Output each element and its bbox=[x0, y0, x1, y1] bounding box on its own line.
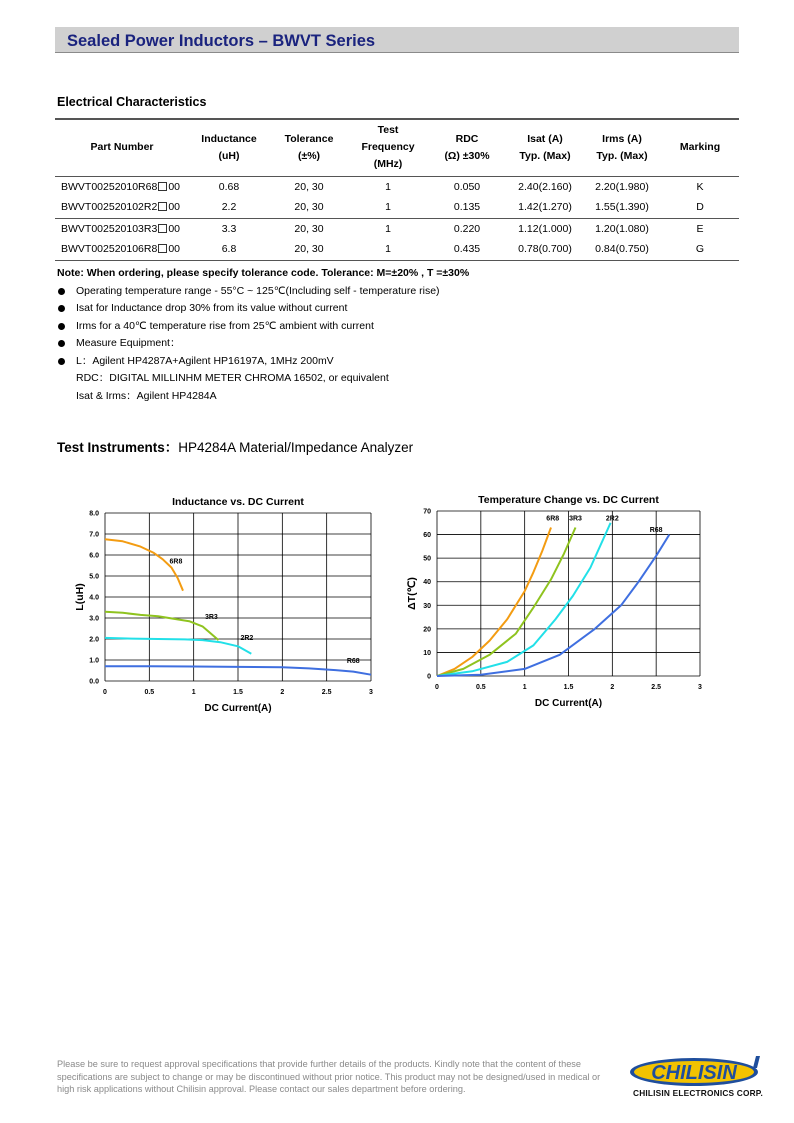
logo-caption: CHILISIN ELECTRONICS CORP. bbox=[633, 1088, 763, 1098]
x-tick-label: 0 bbox=[103, 689, 107, 696]
series-line-3r3 bbox=[105, 612, 219, 640]
note-bullet: Isat for Inductance drop 30% from its value without current bbox=[57, 300, 469, 318]
series-line-2r2 bbox=[437, 523, 611, 676]
ordering-note: Note: When ordering, please specify tolerance code. Tolerance: M=±20% , T =±30% bbox=[57, 267, 470, 279]
x-tick-label: 0.5 bbox=[144, 689, 155, 696]
part-number-text: BWVT002520103R3 bbox=[61, 222, 158, 235]
y-tick-label: 5.0 bbox=[89, 573, 99, 581]
frequency-cell: 1 bbox=[349, 218, 427, 239]
tolerance-cell: 20, 30 bbox=[294, 180, 324, 193]
tolerance-cell: 20, 30 bbox=[269, 218, 349, 239]
tolerance-code-box bbox=[158, 244, 167, 253]
y-tick-label: 8.0 bbox=[89, 510, 99, 518]
inductance-chart bbox=[62, 488, 392, 723]
header-isat: Isat (A) Typ. (Max) bbox=[507, 119, 583, 176]
y-tick-label: 10 bbox=[423, 649, 431, 657]
y-tick-label: 20 bbox=[423, 626, 431, 634]
isat-cell: 1.42(1.270) bbox=[518, 201, 572, 214]
note-line: Isat & Irms：Agilent HP4284A bbox=[76, 389, 217, 402]
header-marking: Marking bbox=[661, 119, 739, 176]
footer-disclaimer: Please be sure to request approval specifications that provide further details of the products. Kindly note that the content of these specifications are subject to change or may be discontinued without prior notice. This product may not be designed/used in medical or high risk applications without Chilisin approval. Please contact our sales department before ordering. bbox=[57, 1059, 601, 1094]
notes bbox=[57, 265, 469, 405]
part-number-text: BWVT002520106R8 bbox=[61, 243, 158, 256]
temperature-chart-svg bbox=[400, 486, 730, 721]
header-tolerance: Tolerance (±%) bbox=[269, 119, 349, 176]
frequency-cell: 1 bbox=[385, 243, 391, 256]
part-number-cell: BWVT002520103R3 00 bbox=[55, 218, 189, 239]
series-label-r68: R68 bbox=[649, 527, 663, 535]
table-header-row bbox=[55, 119, 739, 176]
rdc-cell: 0.435 bbox=[453, 243, 481, 256]
irms-cell: 0.84(0.750) bbox=[595, 243, 649, 256]
header-test-frequency: Test Frequency (MHz) bbox=[349, 119, 427, 176]
table-row bbox=[55, 218, 739, 239]
isat-cell: 1.12(1.000) bbox=[507, 218, 583, 239]
part-number-text: BWVT002520102R2 bbox=[61, 201, 158, 214]
logo-graphic bbox=[628, 1054, 763, 1088]
chart-title: Temperature Change vs. DC Current bbox=[478, 494, 659, 506]
x-tick-label: 2 bbox=[610, 684, 615, 691]
series-label-6r8: 6R8 bbox=[169, 558, 183, 566]
note-bullet: Measure Equipment： bbox=[57, 335, 469, 353]
isat-cell: 2.40(2.160) bbox=[518, 180, 572, 193]
x-tick-label: 2.5 bbox=[321, 689, 332, 696]
y-tick-label: 1.0 bbox=[89, 657, 99, 665]
x-tick-label: 1 bbox=[191, 689, 196, 696]
part-number-cell: BWVT002520106R8 00 bbox=[61, 243, 180, 256]
marking-cell: E bbox=[661, 218, 739, 239]
series-label-3r3: 3R3 bbox=[569, 515, 582, 523]
inductance-chart-svg bbox=[62, 488, 392, 723]
inductance-cell: 3.3 bbox=[189, 218, 269, 239]
x-tick-label: 2.5 bbox=[651, 684, 662, 691]
y-tick-label: 70 bbox=[423, 508, 431, 516]
marking-cell: G bbox=[695, 243, 705, 256]
header-inductance: Inductance (uH) bbox=[189, 119, 269, 176]
tolerance-cell: 20, 30 bbox=[294, 243, 324, 256]
table-row bbox=[55, 176, 739, 197]
inductance-cell: 6.8 bbox=[221, 243, 237, 256]
test-instruments-heading bbox=[57, 436, 413, 456]
y-tick-label: 30 bbox=[423, 602, 431, 610]
series-label-3r3: 3R3 bbox=[204, 614, 218, 622]
inductance-cell: 2.2 bbox=[221, 201, 237, 214]
frequency-cell: 1 bbox=[385, 201, 391, 214]
rdc-cell: 0.050 bbox=[453, 180, 481, 193]
note-bullet: Operating temperature range - 55°C ~ 125℃(Including self - temperature rise) bbox=[57, 283, 469, 301]
series-label-6r8: 6R8 bbox=[546, 515, 560, 523]
y-tick-label: 40 bbox=[423, 579, 431, 587]
part-number-cell: BWVT00252010R68 00 bbox=[61, 180, 180, 193]
page-title: Sealed Power Inductors – BWVT Series bbox=[67, 32, 376, 50]
x-tick-label: 3 bbox=[369, 689, 373, 696]
marking-cell: K bbox=[696, 180, 704, 193]
electrical-table bbox=[55, 118, 739, 261]
temperature-chart bbox=[400, 486, 730, 721]
marking-cell: D bbox=[696, 201, 704, 214]
x-tick-label: 0.5 bbox=[475, 684, 486, 691]
series-label-r68: R68 bbox=[346, 658, 360, 666]
note-bullet: L：Agilent HP4287A+Agilent HP16197A, 1MHz 200mV bbox=[57, 353, 469, 371]
y-tick-label: 0 bbox=[427, 673, 431, 681]
table-row bbox=[55, 239, 739, 260]
note-bullet: Irms for a 40℃ temperature rise from 25℃ ambient with current bbox=[57, 318, 469, 336]
y-tick-label: 0.0 bbox=[89, 678, 99, 686]
test-instruments-label: Test Instruments： bbox=[57, 440, 179, 455]
part-number-cell: BWVT002520102R2 00 bbox=[61, 201, 180, 214]
y-tick-label: 60 bbox=[423, 532, 431, 540]
header-rdc: RDC (Ω) ±30% bbox=[427, 119, 507, 176]
y-tick-label: 2.0 bbox=[89, 636, 99, 644]
series-line-6r8 bbox=[437, 528, 551, 677]
irms-cell: 1.20(1.080) bbox=[583, 218, 661, 239]
irms-cell: 2.20(1.980) bbox=[595, 180, 649, 193]
x-tick-label: 3 bbox=[698, 684, 702, 691]
irms-cell: 1.55(1.390) bbox=[595, 201, 649, 214]
table-row bbox=[55, 197, 739, 218]
series-label-2r2: 2R2 bbox=[605, 515, 619, 523]
x-axis-label: DC Current(A) bbox=[534, 698, 603, 709]
chart-title: Inductance vs. DC Current bbox=[172, 496, 304, 508]
y-tick-label: 7.0 bbox=[89, 531, 99, 539]
x-tick-label: 2 bbox=[280, 689, 285, 696]
section-heading-electrical: Electrical Characteristics bbox=[57, 95, 207, 109]
y-tick-label: 3.0 bbox=[89, 615, 99, 623]
header-part-number: Part Number bbox=[55, 119, 189, 176]
note-line: RDC：DIGITAL MILLINHM METER CHROMA 16502, or equivalent bbox=[76, 372, 389, 384]
rdc-cell: 0.220 bbox=[427, 218, 507, 239]
y-tick-label: 4.0 bbox=[89, 594, 99, 602]
x-tick-label: 1.5 bbox=[233, 689, 243, 696]
x-tick-label: 1 bbox=[522, 684, 527, 691]
tolerance-cell: 20, 30 bbox=[294, 201, 324, 214]
rdc-cell: 0.135 bbox=[453, 201, 481, 214]
frequency-cell: 1 bbox=[385, 180, 391, 193]
y-tick-label: 50 bbox=[423, 555, 431, 563]
title-bar bbox=[55, 27, 739, 53]
tolerance-code-box bbox=[158, 224, 167, 233]
test-instruments-value: HP4284A Material/Impedance Analyzer bbox=[178, 440, 414, 455]
y-tick-label: 6.0 bbox=[89, 552, 99, 560]
isat-cell: 0.78(0.700) bbox=[518, 243, 572, 256]
series-label-2r2: 2R2 bbox=[240, 635, 254, 643]
svg-text:CHILISIN: CHILISIN bbox=[651, 1062, 737, 1084]
x-tick-label: 1.5 bbox=[563, 684, 574, 691]
inductance-cell: 0.68 bbox=[218, 180, 240, 193]
y-axis-label: ΔT(℃) bbox=[406, 577, 418, 610]
y-axis-label: L(uH) bbox=[74, 583, 86, 611]
header-irms: Irms (A) Typ. (Max) bbox=[583, 119, 661, 176]
series-line-3r3 bbox=[437, 528, 576, 677]
x-axis-label: DC Current(A) bbox=[204, 703, 272, 714]
series-line-2r2 bbox=[105, 638, 251, 654]
x-tick-label: 0 bbox=[435, 684, 439, 691]
tolerance-code-box bbox=[158, 202, 167, 211]
tolerance-code-box bbox=[158, 182, 167, 191]
